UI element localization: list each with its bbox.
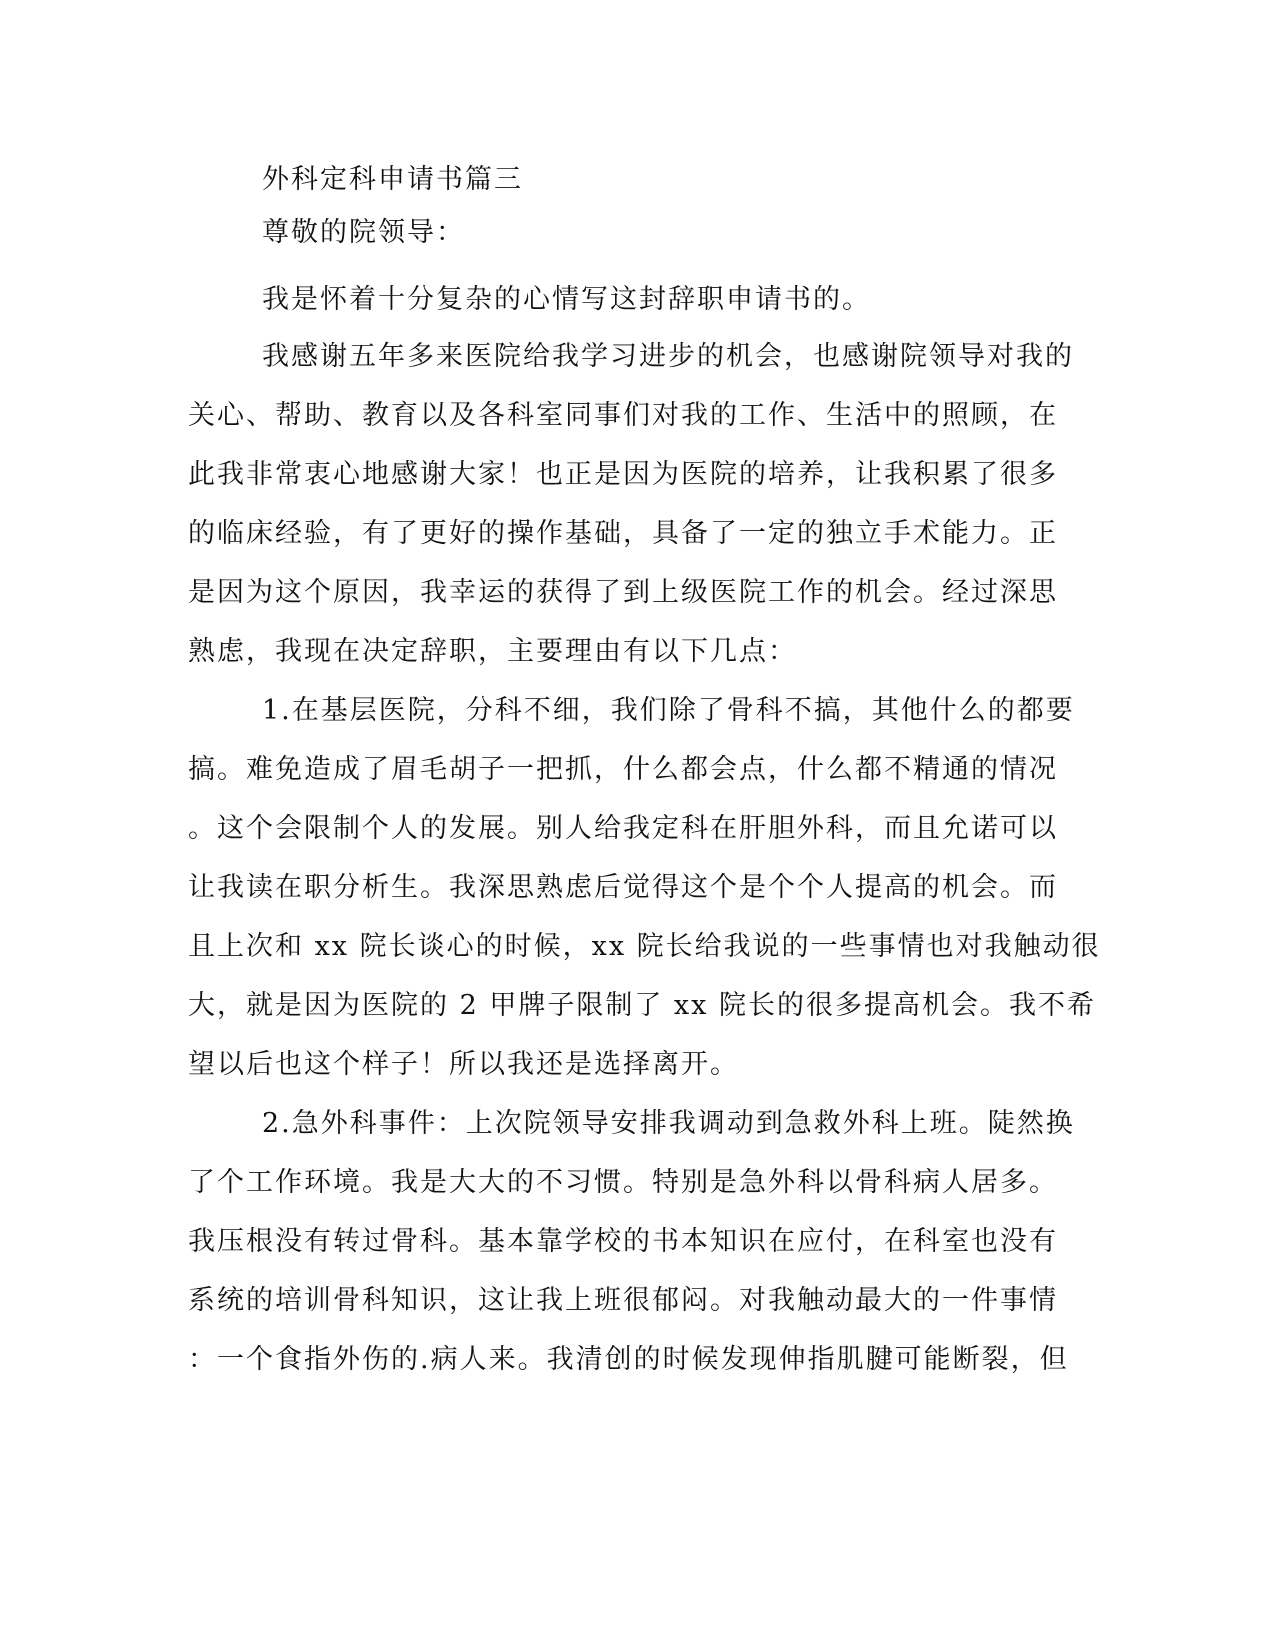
paragraph-line: 是因为这个原因，我幸运的获得了到上级医院工作的机会。经过深思 [188,577,1058,608]
paragraph-line: 此我非常衷心地感谢大家！也正是因为医院的培养，让我积累了很多 [188,459,1058,490]
paragraph-line: 了个工作环境。我是大大的不习惯。特别是急外科以骨科病人居多。 [188,1167,1058,1198]
paragraph-line: 。这个会限制个人的发展。别人给我定科在肝胆外科，而且允诺可以 [188,813,1058,844]
paragraph-line: 大，就是因为医院的 2 甲牌子限制了 xx 院长的很多提高机会。我不希 [188,990,1096,1021]
paragraph-line: 望以后也这个样子！所以我还是选择离开。 [188,1049,739,1080]
document-title: 外科定科申请书篇三 [262,164,523,195]
paragraph-line: 我感谢五年多来医院给我学习进步的机会，也感谢院领导对我的 [262,341,1074,372]
paragraph-line: 1.在基层医院，分科不细，我们除了骨科不搞，其他什么的都要 [262,695,1075,726]
paragraph-line: 我是怀着十分复杂的心情写这封辞职申请书的。 [262,284,871,315]
paragraph-line: 搞。难免造成了眉毛胡子一把抓，什么都会点，什么都不精通的情况 [188,754,1058,785]
paragraph-line: 且上次和 xx 院长谈心的时候，xx 院长给我说的一些事情也对我触动很 [188,931,1101,962]
paragraph-line: 系统的培训骨科知识，这让我上班很郁闷。对我触动最大的一件事情 [188,1285,1058,1316]
salutation: 尊敬的院领导： [262,217,465,248]
paragraph-line: 2.急外科事件：上次院领导安排我调动到急救外科上班。陡然换 [262,1108,1075,1139]
paragraph-line: 熟虑，我现在决定辞职，主要理由有以下几点： [188,636,797,667]
paragraph-line: ：一个食指外伤的.病人来。我清创的时候发现伸指肌腱可能断裂，但 [188,1344,1069,1375]
paragraph-line: 让我读在职分析生。我深思熟虑后觉得这个是个个人提高的机会。而 [188,872,1058,903]
paragraph-line: 关心、帮助、教育以及各科室同事们对我的工作、生活中的照顾，在 [188,400,1058,431]
paragraph-line: 我压根没有转过骨科。基本靠学校的书本知识在应付，在科室也没有 [188,1226,1058,1257]
paragraph-line: 的临床经验，有了更好的操作基础，具备了一定的独立手术能力。正 [188,518,1058,549]
